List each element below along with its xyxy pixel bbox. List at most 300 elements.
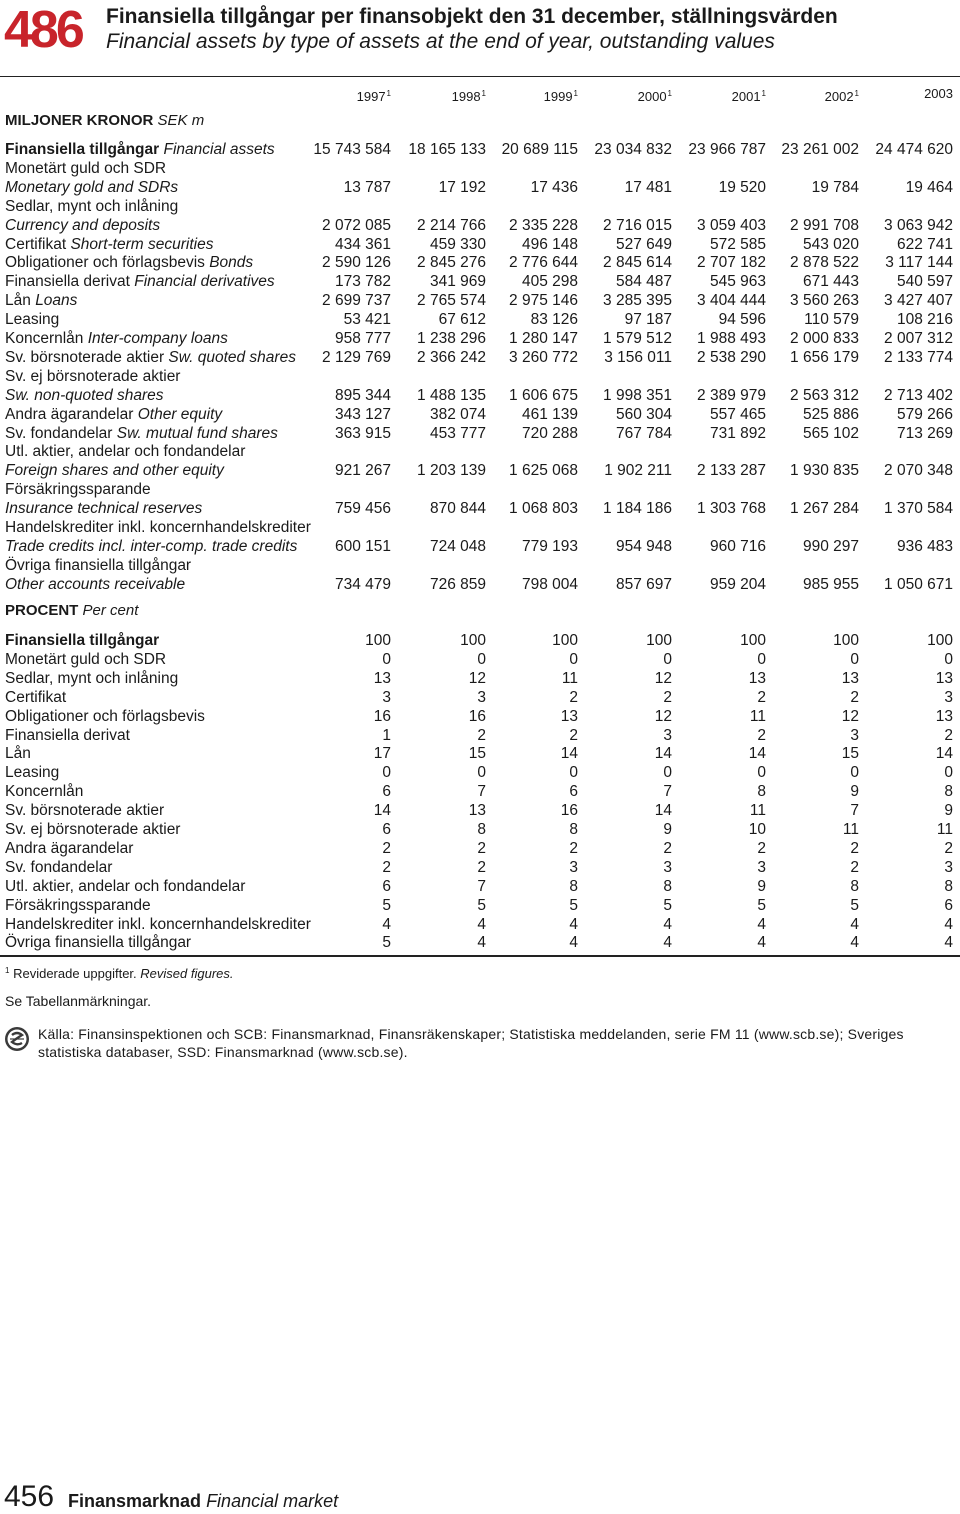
table-cell: 2 991 708 bbox=[790, 216, 859, 234]
table-cell: 2 bbox=[757, 839, 766, 857]
row-label bbox=[5, 159, 166, 178]
table-row bbox=[0, 216, 960, 235]
table-cell: 560 304 bbox=[615, 405, 672, 423]
table-cell: 1 656 179 bbox=[790, 348, 859, 366]
row-label-sv: Försäkringssparande bbox=[5, 896, 151, 914]
table-cell: 343 127 bbox=[334, 405, 391, 423]
table-cell: 8 bbox=[477, 821, 486, 838]
row-label bbox=[5, 424, 278, 443]
table-row bbox=[0, 253, 960, 272]
table-cell: 622 741 bbox=[896, 235, 953, 253]
table-cell: 16 bbox=[560, 802, 578, 820]
table-row bbox=[0, 291, 960, 310]
table-cell: 936 483 bbox=[896, 537, 953, 555]
row-label-en: Foreign shares and other equity bbox=[5, 462, 224, 480]
row-label-sv: Koncernlån bbox=[5, 330, 84, 347]
table-cell: 4 bbox=[757, 915, 766, 933]
table-cell: 0 bbox=[569, 650, 578, 668]
row-label bbox=[5, 367, 180, 386]
row-label-sv: Certifikat bbox=[5, 688, 67, 706]
table-cell: 2 000 833 bbox=[790, 330, 859, 347]
table-cell: 13 bbox=[373, 669, 391, 687]
table-cell: 2 590 126 bbox=[322, 254, 391, 272]
footer-section-sv: Finansmarknad bbox=[68, 1491, 202, 1511]
table-cell: 100 bbox=[460, 632, 486, 649]
table-cell: 2 070 348 bbox=[884, 462, 953, 480]
table-cell: 0 bbox=[850, 650, 859, 668]
table-cell: 2 214 766 bbox=[417, 216, 486, 234]
row-label-sv: Finansiella derivat bbox=[5, 726, 130, 744]
row-label-sv: Koncernlån bbox=[5, 783, 84, 801]
row-label-sv: Övriga finansiella tillgångar bbox=[5, 934, 192, 952]
table-cell: 14 bbox=[935, 745, 953, 763]
table-row bbox=[0, 820, 960, 839]
table-cell: 2 129 769 bbox=[322, 348, 391, 366]
row-label-sv: Handelskrediter inkl. koncernhandelskrediter bbox=[5, 915, 311, 933]
row-label-en: Monetary gold and SDRs bbox=[5, 178, 179, 196]
table-cell: 15 bbox=[468, 745, 486, 763]
table-cell: 6 bbox=[382, 877, 391, 895]
table-cell: 985 955 bbox=[802, 575, 859, 593]
table-cell: 15 743 584 bbox=[313, 141, 391, 158]
row-label-sv: Obligationer och förlagsbevis bbox=[5, 254, 205, 272]
table-cell: 1 370 584 bbox=[884, 500, 953, 518]
row-label-sv: Sv. fondandelar bbox=[5, 424, 113, 442]
year-label: 2002 bbox=[824, 89, 854, 104]
row-label bbox=[5, 839, 133, 858]
table-cell: 713 269 bbox=[896, 424, 953, 442]
table-cell: 2 975 146 bbox=[509, 292, 578, 310]
table-cell: 12 bbox=[841, 707, 859, 725]
row-label bbox=[5, 405, 222, 424]
table-cell: 2 bbox=[944, 839, 953, 857]
table-cell: 9 bbox=[663, 821, 672, 838]
table-cell: 17 481 bbox=[624, 178, 672, 196]
year-label: 2000 bbox=[637, 89, 667, 104]
year-label: 2001 bbox=[731, 89, 761, 104]
table-row bbox=[0, 707, 960, 726]
table-cell: 3 059 403 bbox=[697, 216, 766, 234]
table-cell: 0 bbox=[569, 764, 578, 782]
row-label-sv: Övriga finansiella tillgångar bbox=[5, 556, 192, 574]
page-header bbox=[0, 0, 960, 60]
table-cell: 3 404 444 bbox=[697, 292, 766, 310]
row-label bbox=[5, 235, 213, 254]
table-cell: 545 963 bbox=[709, 273, 766, 291]
table-cell: 110 579 bbox=[804, 311, 859, 329]
table-cell: 11 bbox=[842, 821, 859, 838]
row-label bbox=[5, 820, 180, 839]
table-cell: 1 280 147 bbox=[509, 330, 578, 347]
row-label-en: Financial derivatives bbox=[134, 273, 275, 291]
table-cell: 1 050 671 bbox=[884, 575, 953, 593]
table-cell: 0 bbox=[382, 650, 391, 668]
table-row bbox=[0, 461, 960, 480]
row-label-sv: Sv. börsnoterade aktier bbox=[5, 348, 165, 366]
table-cell: 1 606 675 bbox=[509, 386, 578, 404]
table-cell: 3 427 407 bbox=[884, 292, 953, 310]
row-label bbox=[5, 329, 228, 348]
table-cell: 19 784 bbox=[811, 178, 859, 196]
table-cell: 3 bbox=[569, 858, 578, 876]
table-row bbox=[0, 537, 960, 556]
table-cell: 1 267 284 bbox=[790, 500, 859, 518]
row-label-sv: Sv. ej börsnoterade aktier bbox=[5, 821, 181, 838]
table-cell: 0 bbox=[944, 764, 953, 782]
table-row bbox=[0, 650, 960, 669]
row-label-sv: Utl. aktier, andelar och fondandelar bbox=[5, 443, 246, 461]
table-cell: 16 bbox=[373, 707, 391, 725]
table-row bbox=[0, 348, 960, 367]
row-label bbox=[5, 915, 311, 934]
table-cell: 3 bbox=[757, 858, 766, 876]
table-title-english: Financial assets by type of assets at the end of year, outstanding values bbox=[106, 30, 775, 53]
row-label-sv: Finansiella tillgångar bbox=[5, 141, 160, 158]
table-cell: 14 bbox=[560, 745, 578, 763]
year-footnote-mark: 1 bbox=[573, 89, 578, 98]
row-label-en: Loans bbox=[35, 292, 78, 310]
row-label bbox=[5, 197, 178, 216]
table-cell: 4 bbox=[850, 934, 859, 952]
table-cell: 2 bbox=[850, 688, 859, 706]
table-cell: 1 625 068 bbox=[509, 462, 578, 480]
section-heading-en: SEK m bbox=[157, 112, 205, 129]
table-row bbox=[0, 839, 960, 858]
row-label bbox=[5, 763, 59, 782]
table-row bbox=[0, 424, 960, 443]
table-cell: 2 366 242 bbox=[417, 348, 486, 366]
row-label bbox=[5, 499, 202, 518]
table-cell: 382 074 bbox=[429, 405, 486, 423]
row-label bbox=[5, 858, 112, 877]
table-cell: 173 782 bbox=[334, 273, 391, 291]
row-label bbox=[5, 726, 130, 745]
table-cell: 0 bbox=[663, 764, 672, 782]
table-cell: 2 133 287 bbox=[697, 462, 766, 480]
row-label bbox=[5, 442, 245, 461]
table-cell: 24 474 620 bbox=[875, 141, 953, 158]
table-row bbox=[0, 726, 960, 745]
table-cell: 572 585 bbox=[709, 235, 766, 253]
row-label-sv: Certifikat bbox=[5, 235, 67, 253]
row-label-sv: Försäkringssparande bbox=[5, 481, 151, 499]
table-row bbox=[0, 140, 960, 159]
row-label-en: Bonds bbox=[209, 254, 254, 272]
table-cell: 2 bbox=[382, 858, 391, 876]
table-cell: 10 bbox=[748, 821, 766, 838]
table-cell: 13 787 bbox=[343, 178, 391, 196]
table-cell: 0 bbox=[382, 764, 391, 782]
table-cell: 4 bbox=[944, 915, 953, 933]
row-label bbox=[5, 896, 151, 915]
table-cell: 4 bbox=[569, 934, 578, 952]
table-cell: 6 bbox=[382, 821, 391, 838]
year-label: 1997 bbox=[356, 89, 386, 104]
table-cell: 798 004 bbox=[521, 575, 578, 593]
table-cell: 2 389 979 bbox=[697, 386, 766, 404]
row-label-sv: Finansiella derivat bbox=[5, 273, 130, 291]
table-cell: 1 303 768 bbox=[697, 500, 766, 518]
table-cell: 5 bbox=[757, 896, 766, 914]
table-row bbox=[0, 197, 960, 216]
table-cell: 13 bbox=[935, 707, 953, 725]
table-cell: 3 285 395 bbox=[603, 292, 672, 310]
year-column-header bbox=[291, 86, 391, 105]
row-label-sv: Leasing bbox=[5, 764, 60, 782]
table-cell: 0 bbox=[477, 764, 486, 782]
table-cell: 3 156 011 bbox=[604, 348, 672, 366]
table-cell: 97 187 bbox=[624, 311, 672, 329]
row-label bbox=[5, 933, 191, 952]
table-cell: 11 bbox=[561, 669, 578, 687]
table-cell: 1 203 139 bbox=[417, 462, 486, 480]
table-number: 486 bbox=[4, 1, 82, 59]
table-cell: 405 298 bbox=[521, 273, 578, 291]
table-cell: 1 068 803 bbox=[509, 500, 578, 518]
table-cell: 20 689 115 bbox=[501, 141, 578, 158]
table-cell: 8 bbox=[944, 783, 953, 801]
table-cell: 759 456 bbox=[334, 500, 391, 518]
table-top-rule bbox=[0, 76, 960, 77]
table-row bbox=[0, 518, 960, 537]
row-label-en: Other equity bbox=[137, 405, 223, 423]
row-label bbox=[5, 650, 166, 669]
table-cell: 2 716 015 bbox=[603, 216, 672, 234]
table-cell: 7 bbox=[477, 783, 486, 801]
table-cell: 2 699 737 bbox=[322, 292, 391, 310]
table-cell: 94 596 bbox=[718, 311, 766, 329]
row-label bbox=[5, 291, 77, 310]
table-cell: 1 184 186 bbox=[603, 500, 672, 518]
table-cell: 7 bbox=[477, 877, 486, 895]
table-cell: 7 bbox=[850, 802, 859, 820]
table-cell: 461 139 bbox=[521, 405, 578, 423]
row-label-sv: Andra ägarandelar bbox=[5, 839, 134, 857]
table-row bbox=[0, 575, 960, 594]
table-cell: 2 776 644 bbox=[509, 254, 578, 272]
row-label-sv: Leasing bbox=[5, 311, 60, 329]
year-label: 1999 bbox=[543, 89, 573, 104]
footnote-mark: 1 bbox=[5, 966, 10, 975]
table-cell: 3 117 144 bbox=[885, 254, 953, 272]
table-cell: 12 bbox=[654, 707, 672, 725]
table-row bbox=[0, 499, 960, 518]
row-label bbox=[5, 575, 185, 594]
table-cell: 0 bbox=[477, 650, 486, 668]
row-label-en: Insurance technical reserves bbox=[5, 500, 203, 518]
row-label-en: Other accounts receivable bbox=[5, 575, 186, 593]
table-cell: 100 bbox=[552, 632, 578, 649]
year-label: 2003 bbox=[924, 86, 953, 101]
table-cell: 2 878 522 bbox=[790, 254, 859, 272]
table-row bbox=[0, 782, 960, 801]
row-label-sv: Sv. börsnoterade aktier bbox=[5, 802, 165, 820]
table-cell: 1 902 211 bbox=[604, 462, 672, 480]
row-label-sv: Monetärt guld och SDR bbox=[5, 159, 167, 177]
table-cell: 2 bbox=[663, 839, 672, 857]
table-cell: 2 765 574 bbox=[417, 292, 486, 310]
table-cell: 921 267 bbox=[334, 462, 391, 480]
footnote bbox=[5, 963, 234, 982]
table-cell: 8 bbox=[757, 783, 766, 801]
table-cell: 0 bbox=[850, 764, 859, 782]
table-cell: 100 bbox=[927, 632, 953, 649]
footnote-sv: Reviderade uppgifter. bbox=[13, 966, 137, 981]
page-number: 456 bbox=[4, 1480, 55, 1513]
table-row bbox=[0, 442, 960, 461]
table-cell: 3 bbox=[850, 726, 859, 744]
table-cell: 4 bbox=[944, 934, 953, 952]
year-footnote-mark: 1 bbox=[761, 89, 766, 98]
row-label-en: Currency and deposits bbox=[5, 216, 161, 234]
row-label bbox=[5, 461, 224, 480]
table-cell: 5 bbox=[663, 896, 672, 914]
year-header-row bbox=[0, 86, 960, 102]
year-footnote-mark: 1 bbox=[667, 89, 672, 98]
row-label bbox=[5, 688, 66, 707]
row-label-sv: Lån bbox=[5, 745, 31, 763]
table-cell: 1 bbox=[382, 726, 391, 744]
table-cell: 100 bbox=[365, 632, 391, 649]
row-label-en: Sw. non-quoted shares bbox=[5, 386, 164, 404]
table-cell: 2 713 402 bbox=[884, 386, 953, 404]
table-cell: 990 297 bbox=[802, 537, 859, 555]
table-cell: 2 bbox=[382, 839, 391, 857]
table-cell: 2 007 312 bbox=[884, 330, 953, 347]
table-row bbox=[0, 310, 960, 329]
table-cell: 3 bbox=[663, 726, 672, 744]
table-cell: 724 048 bbox=[429, 537, 486, 555]
footer-section-title bbox=[68, 1490, 338, 1512]
table-cell: 1 238 296 bbox=[417, 330, 486, 347]
row-label-sv: Finansiella tillgångar bbox=[5, 632, 160, 649]
row-label bbox=[5, 386, 164, 405]
table-title-swedish: Finansiella tillgångar per finansobjekt den 31 december, ställningsvärden bbox=[106, 5, 838, 28]
row-label bbox=[5, 801, 164, 820]
year-footnote-mark: 1 bbox=[854, 89, 859, 98]
table-cell: 12 bbox=[654, 669, 672, 687]
table-cell: 1 579 512 bbox=[603, 330, 672, 347]
table-cell: 453 777 bbox=[429, 424, 486, 442]
table-row bbox=[0, 178, 960, 197]
table-cell: 958 777 bbox=[334, 330, 391, 347]
table-row bbox=[0, 556, 960, 575]
table-cell: 3 560 263 bbox=[790, 292, 859, 310]
table-cell: 2 bbox=[569, 688, 578, 706]
table-cell: 3 bbox=[944, 688, 953, 706]
table-cell: 2 bbox=[663, 688, 672, 706]
table-row bbox=[0, 896, 960, 915]
table-cell: 434 361 bbox=[334, 235, 391, 253]
table-cell: 100 bbox=[833, 632, 859, 649]
table-cell: 14 bbox=[654, 802, 672, 820]
table-row bbox=[0, 631, 960, 650]
table-cell: 13 bbox=[935, 669, 953, 687]
table-cell: 525 886 bbox=[802, 405, 859, 423]
table-cell: 11 bbox=[749, 802, 766, 820]
table-cell: 5 bbox=[477, 896, 486, 914]
row-label bbox=[5, 877, 245, 896]
table-cell: 2 bbox=[569, 839, 578, 857]
table-cell: 9 bbox=[944, 802, 953, 820]
table-cell: 6 bbox=[382, 783, 391, 801]
table-cell: 4 bbox=[382, 915, 391, 933]
table-cell: 734 479 bbox=[334, 575, 391, 593]
table-cell: 13 bbox=[468, 802, 486, 820]
table-cell: 4 bbox=[757, 934, 766, 952]
table-cell: 1 988 493 bbox=[697, 330, 766, 347]
section-heading-sv: PROCENT bbox=[5, 602, 79, 619]
year-column-header bbox=[666, 86, 766, 105]
table-cell: 2 bbox=[477, 839, 486, 857]
section-heading-en: Per cent bbox=[82, 602, 139, 619]
year-column-header bbox=[572, 86, 672, 105]
table-cell: 108 216 bbox=[896, 311, 953, 329]
table-cell: 8 bbox=[850, 877, 859, 895]
table-cell: 496 148 bbox=[521, 235, 578, 253]
table-cell: 671 443 bbox=[802, 273, 859, 291]
table-cell: 17 192 bbox=[438, 178, 486, 196]
table-cell: 2 bbox=[944, 726, 953, 744]
footer-section-en: Financial market bbox=[206, 1491, 339, 1511]
table-cell: 5 bbox=[569, 896, 578, 914]
table-cell: 3 bbox=[944, 858, 953, 876]
row-label bbox=[5, 707, 205, 726]
table-cell: 13 bbox=[841, 669, 859, 687]
table-cell: 4 bbox=[663, 934, 672, 952]
table-cell: 8 bbox=[663, 877, 672, 895]
row-label-en: Sw. quoted shares bbox=[168, 348, 296, 366]
table-cell: 11 bbox=[749, 707, 766, 725]
table-cell: 1 998 351 bbox=[603, 386, 672, 404]
table-cell: 13 bbox=[748, 669, 766, 687]
row-label bbox=[5, 310, 59, 329]
table-cell: 5 bbox=[850, 896, 859, 914]
see-table-notes: Se Tabellanmärkningar. bbox=[5, 993, 152, 1009]
row-label bbox=[5, 782, 83, 801]
table-cell: 600 151 bbox=[334, 537, 391, 555]
table-cell: 720 288 bbox=[521, 424, 578, 442]
table-cell: 459 330 bbox=[429, 235, 486, 253]
table-row bbox=[0, 877, 960, 896]
table-cell: 527 649 bbox=[615, 235, 672, 253]
table-row bbox=[0, 744, 960, 763]
table-cell: 4 bbox=[569, 915, 578, 933]
table-cell: 2 bbox=[850, 858, 859, 876]
row-label-sv: Sv. ej börsnoterade aktier bbox=[5, 367, 181, 385]
table-cell: 2 845 276 bbox=[417, 254, 486, 272]
section-heading-sek-m bbox=[5, 112, 204, 130]
table-cell: 23 261 002 bbox=[781, 141, 859, 158]
table-cell: 565 102 bbox=[802, 424, 859, 442]
table-cell: 4 bbox=[477, 934, 486, 952]
row-label bbox=[5, 216, 160, 235]
table-row bbox=[0, 386, 960, 405]
table-row bbox=[0, 763, 960, 782]
table-cell: 2 563 312 bbox=[790, 386, 859, 404]
row-label-sv: Handelskrediter inkl. koncernhandelskrediter bbox=[5, 519, 311, 536]
row-label bbox=[5, 537, 297, 556]
table-cell: 0 bbox=[944, 650, 953, 668]
table-cell: 3 063 942 bbox=[884, 216, 953, 234]
row-label-sv: Sv. fondandelar bbox=[5, 858, 113, 876]
table-row bbox=[0, 933, 960, 952]
table-row bbox=[0, 329, 960, 348]
table-cell: 3 bbox=[663, 858, 672, 876]
year-column-header bbox=[386, 86, 486, 105]
year-column-header bbox=[853, 86, 953, 102]
table-cell: 14 bbox=[373, 802, 391, 820]
